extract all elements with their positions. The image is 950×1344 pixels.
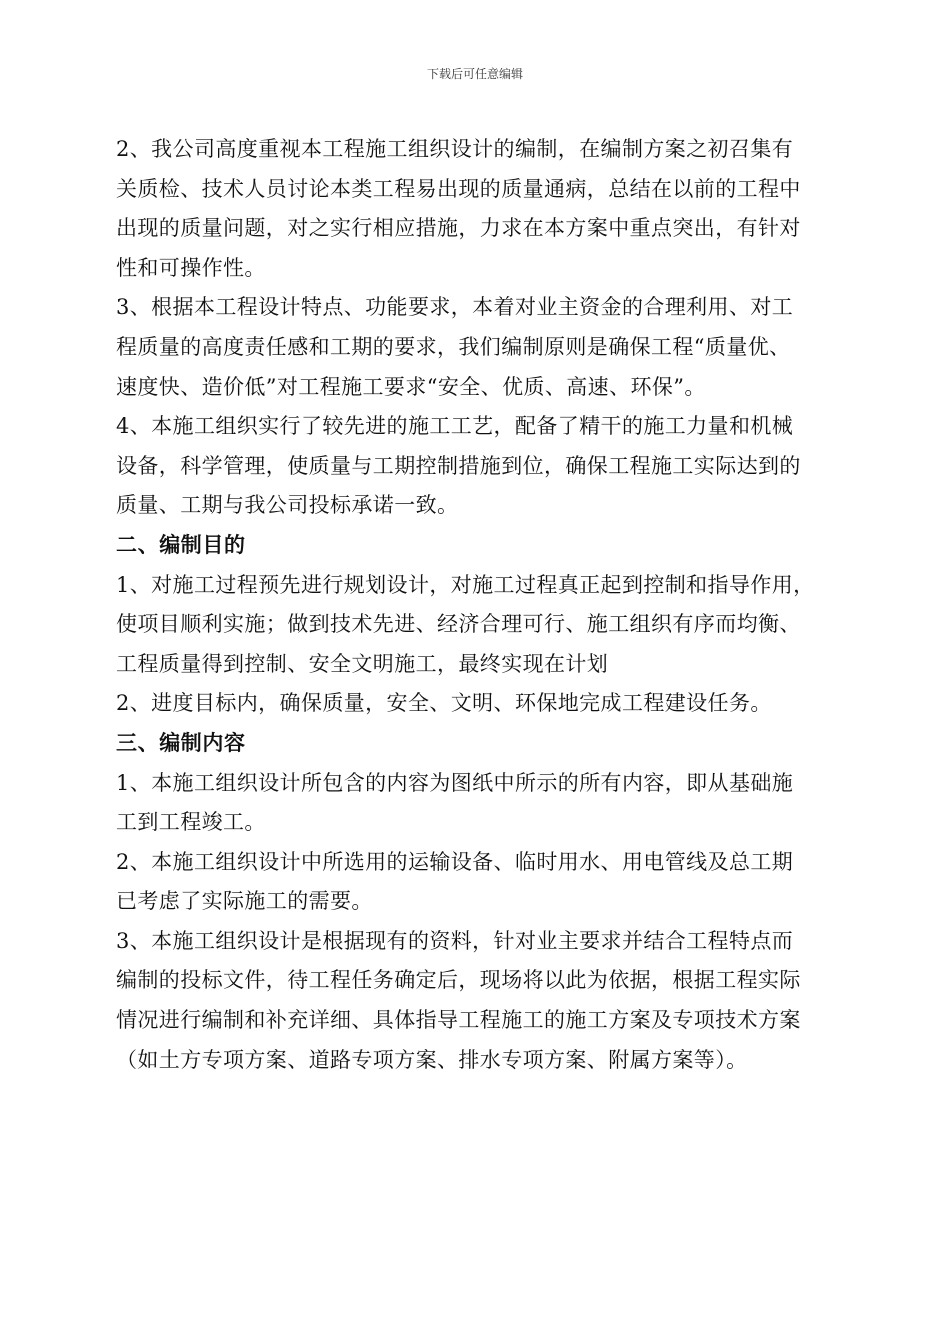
paragraph-line: 4、本施工组织实行了较先进的施工工艺，配备了精干的施工力量和机械 [116, 414, 794, 439]
paragraph-line: 使项目顺利实施；做到技术先进、经济合理可行、施工组织有序而均衡、 [116, 612, 801, 637]
paragraph-line: 关质检、技术人员讨论本类工程易出现的质量通病，总结在以前的工程中 [116, 176, 801, 201]
paragraph-line: 3、根据本工程设计特点、功能要求，本着对业主资金的合理利用、对工 [116, 295, 794, 320]
paragraph-line: 2、进度目标内，确保质量，安全、文明、环保地完成工程建设任务。 [116, 691, 772, 716]
section-heading: 二、编制目的 [116, 532, 246, 557]
paragraph-line: 工程质量得到控制、安全文明施工，最终实现在计划 [116, 651, 609, 676]
paragraph-line: 工到工程竣工。 [116, 810, 266, 835]
paragraph-line: 质量、工期与我公司投标承诺一致。 [116, 493, 459, 518]
document-body [116, 130, 846, 1080]
paragraph-line: 编制的投标文件，待工程任务确定后，现场将以此为依据，根据工程实际 [116, 968, 801, 993]
paragraph-line: 性和可操作性。 [116, 255, 266, 280]
paragraph-line: （如土方专项方案、道路专项方案、排水专项方案、附属方案等）。 [116, 1047, 748, 1072]
paragraph-line: 1、对施工过程预先进行规划设计，对施工过程真正起到控制和指导作用， [116, 572, 815, 597]
paragraph-line: 程质量的高度责任感和工期的要求，我们编制原则是确保工程“质量优、 [116, 334, 791, 359]
paragraph-line: 设备，科学管理，使质量与工期控制措施到位，确保工程施工实际达到的 [116, 453, 801, 478]
paragraph-line: 2、本施工组织设计中所选用的运输设备、临时用水、用电管线及总工期 [116, 849, 794, 874]
section-heading: 三、编制内容 [116, 730, 246, 755]
paragraph-line: 已考虑了实际施工的需要。 [116, 889, 373, 914]
paragraph-line: 3、本施工组织设计是根据现有的资料，针对业主要求并结合工程特点而 [116, 928, 794, 953]
paragraph-line: 速度快、造价低”对工程施工要求“安全、优质、高速、环保”。 [116, 374, 706, 399]
paragraph-line: 情况进行编制和补充详细、具体指导工程施工的施工方案及专项技术方案 [116, 1008, 801, 1033]
paragraph-line: 出现的质量问题，对之实行相应措施，力求在本方案中重点突出，有针对 [116, 216, 801, 241]
paragraph-line: 2、我公司高度重视本工程施工组织设计的编制，在编制方案之初召集有 [116, 137, 794, 161]
page-header: 下载后可任意编辑 [426, 67, 523, 81]
paragraph-line: 1、本施工组织设计所包含的内容为图纸中所示的所有内容，即从基础施 [116, 770, 794, 795]
